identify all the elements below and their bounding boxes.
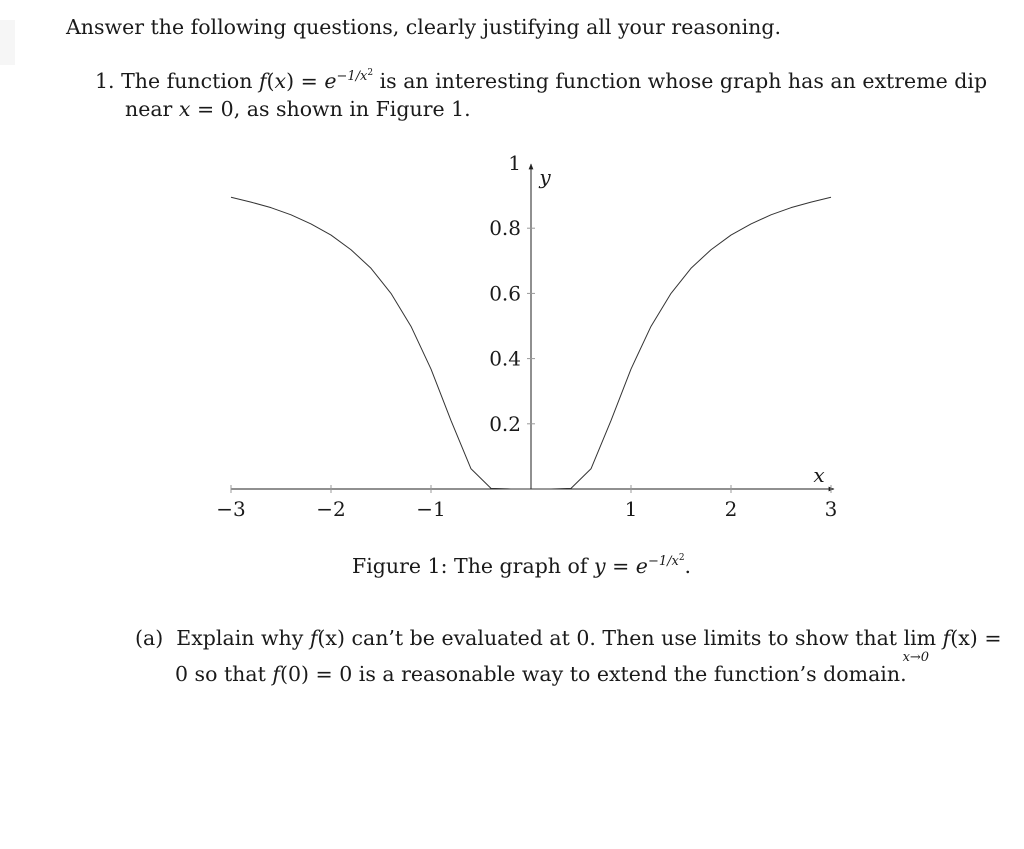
caption-exponent [648, 554, 685, 569]
function-base: e [324, 69, 337, 93]
y-tick-label: 1 [508, 151, 521, 175]
caption-base: e [635, 554, 648, 578]
part-a-line2-end: (0) = 0 is a reasonable way to extend the function’s domain. [279, 662, 907, 686]
function-variable: x [274, 69, 287, 93]
x-tick-label: 3 [824, 497, 838, 521]
y-tick-label: 0.2 [489, 411, 521, 436]
limit-function-name: f [942, 626, 951, 650]
part-a-text-middle: can’t be evaluated at 0. Then use limits to show that [344, 626, 904, 650]
part-a-text-start: Explain why [176, 626, 310, 650]
question-text-intro: The function [121, 69, 259, 93]
x-tick-label: −2 [316, 497, 346, 521]
question-line2-end: = 0, as shown in Figure 1. [190, 97, 471, 121]
question-line2-start: near [125, 97, 179, 121]
part-a-line2-start: 0 so that [175, 662, 273, 686]
limit-operator: lim [903, 626, 937, 650]
limit-subscript: x→0 [902, 650, 930, 665]
caption-equals: = [605, 554, 636, 578]
part-a-line-2 [175, 664, 907, 685]
y-tick-label: 0.8 [489, 216, 521, 241]
function-name: f [258, 69, 267, 93]
x-tick-label: −1 [416, 497, 446, 521]
part-a-function-name: f [309, 626, 318, 650]
x-tick-label: −3 [216, 497, 246, 521]
caption-exponent-text: −1/x [647, 554, 679, 569]
question-line2-variable: x [178, 97, 191, 121]
x-axis-label: x [813, 463, 825, 487]
part-a-line-1 [135, 626, 1002, 665]
x-tick-label: 2 [724, 497, 738, 521]
caption-exponent-power: 2 [678, 553, 685, 563]
function-exponent-power: 2 [367, 68, 374, 78]
limit-expression [902, 626, 937, 665]
limit-function-arg: (x) [950, 626, 978, 650]
instructions-text: Answer the following questions, clearly justifying all your reasoning. [66, 15, 782, 39]
question-text-rest: is an interesting function whose graph has an extreme dip [373, 69, 988, 93]
x-tick-label: 1 [624, 497, 638, 521]
caption-text: Figure 1: The graph of [352, 554, 594, 578]
caption-variable: y [593, 554, 606, 578]
figure-caption [352, 553, 692, 578]
function-exponent-text: −1/x [336, 69, 368, 84]
limit-equals: = [977, 626, 1002, 650]
y-axis-label: y [539, 165, 551, 189]
y-tick-label: 0.6 [489, 281, 521, 306]
function-paren-open: ( [266, 69, 275, 93]
part-a-label: (a) [135, 626, 164, 650]
part-a-line2-function: f [272, 662, 280, 686]
y-tick-label: 0.4 [489, 346, 521, 371]
function-equals: ) = [286, 69, 325, 93]
question-number: 1. [95, 69, 115, 93]
part-a-function-arg: (x) [317, 626, 345, 650]
caption-period: . [684, 554, 692, 578]
